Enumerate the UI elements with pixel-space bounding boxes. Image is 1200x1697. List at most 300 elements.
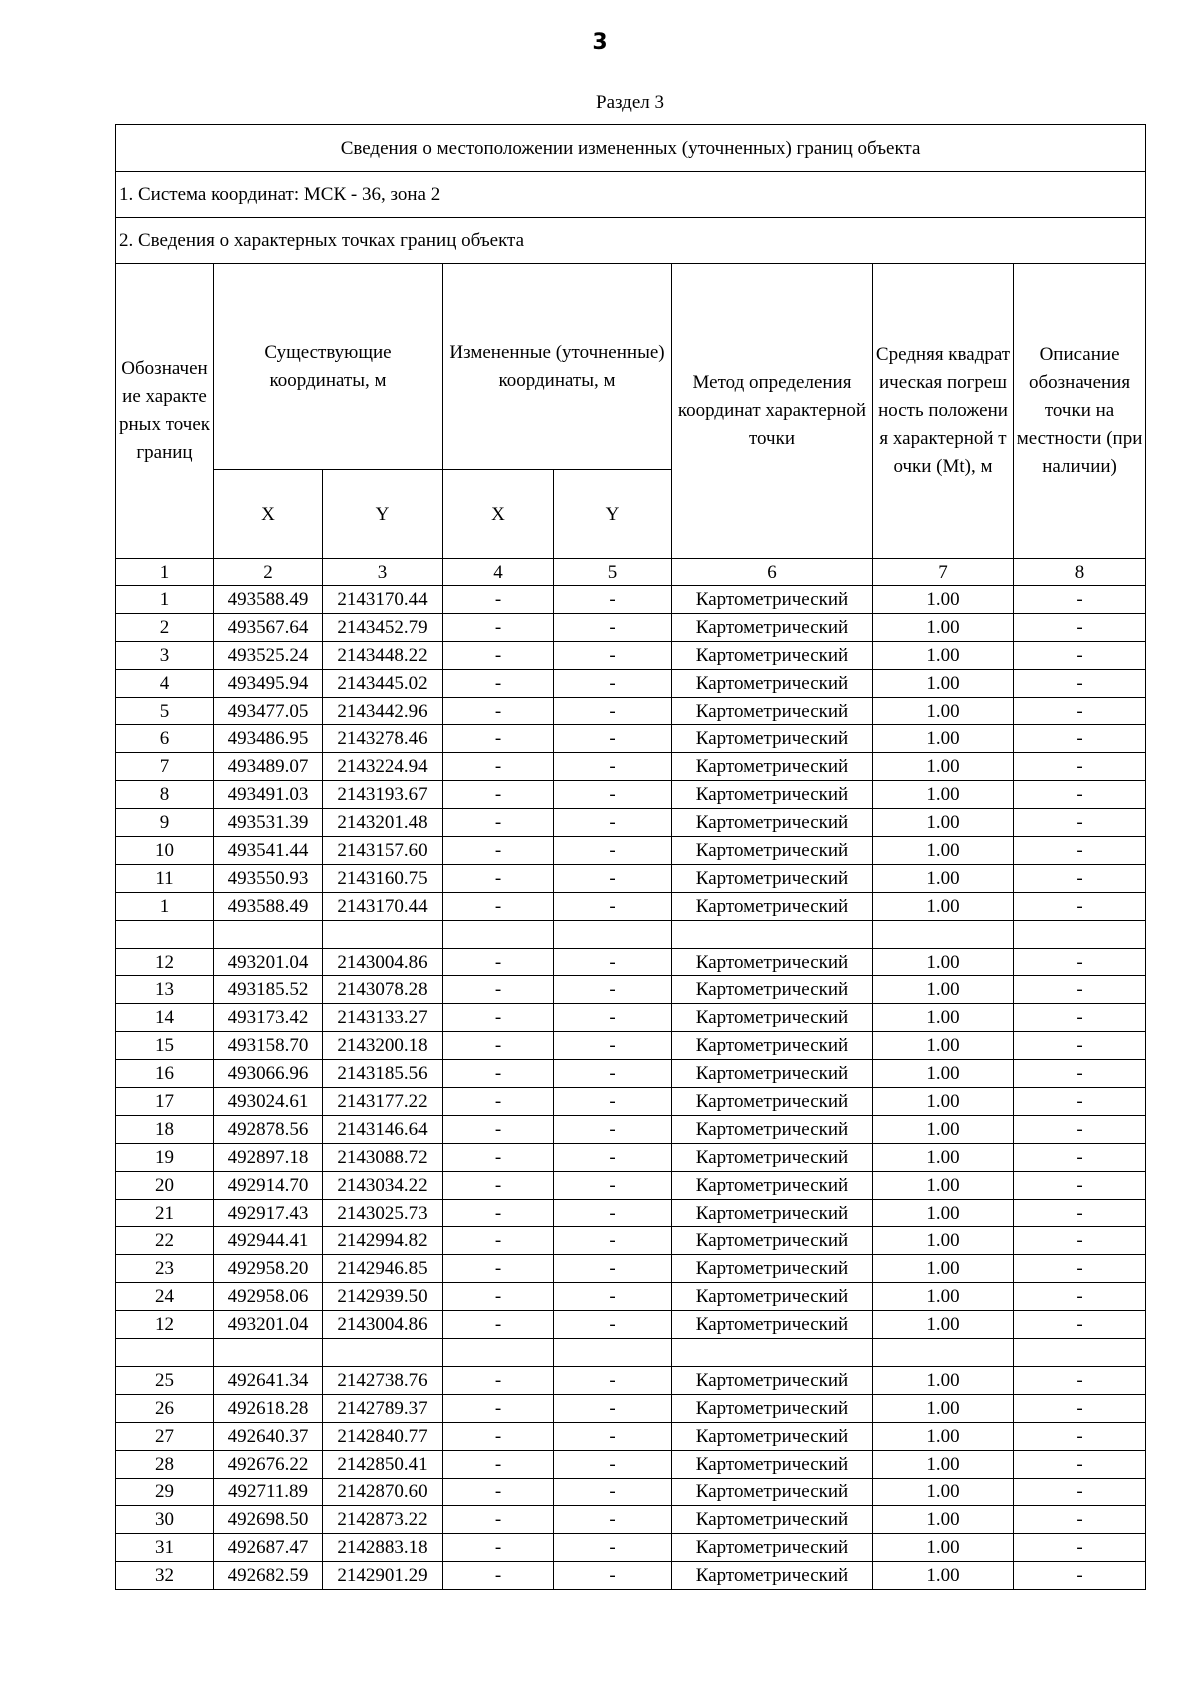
existing-x-cell: 493173.42 <box>214 1004 323 1032</box>
changed-x-cell: - <box>443 1171 554 1199</box>
table-row <box>116 1422 1146 1450</box>
rms-error-cell: 1.00 <box>873 613 1014 641</box>
table-row <box>116 892 1146 920</box>
rms-error-cell: 1.00 <box>873 1478 1014 1506</box>
point-number-cell: 10 <box>116 837 214 865</box>
changed-y-cell: - <box>554 1060 672 1088</box>
existing-x-cell: 492944.41 <box>214 1227 323 1255</box>
existing-x-cell: 492914.70 <box>214 1171 323 1199</box>
table-row <box>116 1255 1146 1283</box>
existing-y-cell <box>323 1339 443 1367</box>
rms-error-cell: 1.00 <box>873 1311 1014 1339</box>
point-number-cell: 26 <box>116 1394 214 1422</box>
existing-x-cell: 492711.89 <box>214 1478 323 1506</box>
existing-x-cell: 493525.24 <box>214 641 323 669</box>
point-number-cell: 24 <box>116 1283 214 1311</box>
existing-x-cell: 493489.07 <box>214 753 323 781</box>
table-row <box>116 837 1146 865</box>
point-number-cell: 5 <box>116 697 214 725</box>
table-row <box>116 1366 1146 1394</box>
existing-x-cell: 492878.56 <box>214 1115 323 1143</box>
existing-y-cell: 2143088.72 <box>323 1143 443 1171</box>
rms-error-cell: 1.00 <box>873 1143 1014 1171</box>
existing-x-cell: 492676.22 <box>214 1450 323 1478</box>
description-cell: - <box>1014 1255 1146 1283</box>
description-cell: - <box>1014 781 1146 809</box>
method-cell: Картометрический <box>672 864 873 892</box>
existing-x-cell: 493486.95 <box>214 725 323 753</box>
existing-y-cell: 2143445.02 <box>323 669 443 697</box>
existing-y-cell: 2143004.86 <box>323 948 443 976</box>
description-cell: - <box>1014 613 1146 641</box>
table-row <box>116 948 1146 976</box>
point-number-cell: 27 <box>116 1422 214 1450</box>
point-number-cell: 8 <box>116 781 214 809</box>
rms-error-cell: 1.00 <box>873 1004 1014 1032</box>
point-number-cell: 13 <box>116 976 214 1004</box>
changed-x-cell: - <box>443 1394 554 1422</box>
changed-y-cell: - <box>554 697 672 725</box>
table-row <box>116 1227 1146 1255</box>
existing-x-cell: 492618.28 <box>214 1394 323 1422</box>
description-cell: - <box>1014 1366 1146 1394</box>
changed-y-cell: - <box>554 669 672 697</box>
changed-x-cell: - <box>443 781 554 809</box>
existing-y-cell: 2143278.46 <box>323 725 443 753</box>
method-cell: Картометрический <box>672 976 873 1004</box>
changed-y-cell: - <box>554 1255 672 1283</box>
method-cell <box>672 920 873 948</box>
existing-x-cell: 493588.49 <box>214 586 323 614</box>
changed-x-cell: - <box>443 1562 554 1590</box>
table-row <box>116 920 1146 948</box>
rms-error-cell: 1.00 <box>873 586 1014 614</box>
header-existing-coords: Существующие координаты, м <box>214 264 443 470</box>
method-cell: Картометрический <box>672 1088 873 1116</box>
table-row <box>116 753 1146 781</box>
point-number-cell: 4 <box>116 669 214 697</box>
changed-y-cell: - <box>554 837 672 865</box>
rms-error-cell: 1.00 <box>873 892 1014 920</box>
rms-error-cell <box>873 1339 1014 1367</box>
description-cell: - <box>1014 1171 1146 1199</box>
method-cell: Картометрический <box>672 1422 873 1450</box>
table-row <box>116 613 1146 641</box>
existing-y-cell: 2142883.18 <box>323 1534 443 1562</box>
existing-y-cell: 2142994.82 <box>323 1227 443 1255</box>
existing-y-cell: 2143185.56 <box>323 1060 443 1088</box>
existing-x-cell: 492687.47 <box>214 1534 323 1562</box>
changed-x-cell: - <box>443 1115 554 1143</box>
description-cell <box>1014 920 1146 948</box>
point-number-cell: 14 <box>116 1004 214 1032</box>
table-row <box>116 864 1146 892</box>
table-row <box>116 1199 1146 1227</box>
table-row <box>116 1283 1146 1311</box>
method-cell: Картометрический <box>672 1032 873 1060</box>
existing-x-cell: 493158.70 <box>214 1032 323 1060</box>
changed-y-cell: - <box>554 1311 672 1339</box>
description-cell: - <box>1014 1004 1146 1032</box>
table-row <box>116 1032 1146 1060</box>
description-cell: - <box>1014 1478 1146 1506</box>
changed-x-cell: - <box>443 613 554 641</box>
table-row <box>116 586 1146 614</box>
changed-x-cell: - <box>443 669 554 697</box>
existing-y-cell: 2143160.75 <box>323 864 443 892</box>
method-cell: Картометрический <box>672 697 873 725</box>
changed-x-cell: - <box>443 1422 554 1450</box>
method-cell: Картометрический <box>672 1060 873 1088</box>
changed-y-cell: - <box>554 1283 672 1311</box>
existing-y-cell: 2142873.22 <box>323 1506 443 1534</box>
description-cell: - <box>1014 1088 1146 1116</box>
description-cell: - <box>1014 809 1146 837</box>
existing-x-cell: 493495.94 <box>214 669 323 697</box>
description-cell: - <box>1014 976 1146 1004</box>
rms-error-cell: 1.00 <box>873 1088 1014 1116</box>
existing-y-cell: 2143452.79 <box>323 613 443 641</box>
existing-y-cell: 2142870.60 <box>323 1478 443 1506</box>
point-number-cell: 31 <box>116 1534 214 1562</box>
rms-error-cell: 1.00 <box>873 1534 1014 1562</box>
table-row <box>116 1115 1146 1143</box>
existing-y-cell: 2142789.37 <box>323 1394 443 1422</box>
changed-y-cell: - <box>554 1032 672 1060</box>
boundary-points-table <box>115 124 1146 1590</box>
column-number: 3 <box>323 559 443 586</box>
rms-error-cell: 1.00 <box>873 753 1014 781</box>
page-number: 3 <box>592 30 608 55</box>
existing-x-cell: 493185.52 <box>214 976 323 1004</box>
header-existing-x: X <box>214 470 323 559</box>
table-row <box>116 1450 1146 1478</box>
method-cell: Картометрический <box>672 1199 873 1227</box>
existing-y-cell: 2143201.48 <box>323 809 443 837</box>
changed-x-cell: - <box>443 1255 554 1283</box>
method-cell: Картометрический <box>672 1171 873 1199</box>
description-cell: - <box>1014 725 1146 753</box>
table-row <box>116 1506 1146 1534</box>
point-number-cell: 1 <box>116 892 214 920</box>
description-cell: - <box>1014 1422 1146 1450</box>
table-row <box>116 641 1146 669</box>
rms-error-cell: 1.00 <box>873 1394 1014 1422</box>
description-cell: - <box>1014 1534 1146 1562</box>
coordinate-system: 1. Система координат: МСК - 36, зона 2 <box>116 172 1146 218</box>
changed-y-cell: - <box>554 948 672 976</box>
changed-x-cell: - <box>443 837 554 865</box>
point-number-cell: 20 <box>116 1171 214 1199</box>
existing-y-cell: 2143146.64 <box>323 1115 443 1143</box>
changed-y-cell: - <box>554 1450 672 1478</box>
method-cell: Картометрический <box>672 1143 873 1171</box>
existing-x-cell: 492682.59 <box>214 1562 323 1590</box>
description-cell: - <box>1014 892 1146 920</box>
changed-x-cell: - <box>443 1088 554 1116</box>
description-cell: - <box>1014 1199 1146 1227</box>
table-body <box>116 586 1146 1590</box>
changed-x-cell: - <box>443 892 554 920</box>
table-row <box>116 1534 1146 1562</box>
changed-x-cell: - <box>443 753 554 781</box>
changed-y-cell <box>554 920 672 948</box>
point-number-cell: 15 <box>116 1032 214 1060</box>
description-cell: - <box>1014 1506 1146 1534</box>
changed-y-cell: - <box>554 1088 672 1116</box>
header-changed-coords: Измененные (уточненные) координаты, м <box>443 264 672 470</box>
changed-y-cell: - <box>554 1227 672 1255</box>
existing-y-cell: 2142850.41 <box>323 1450 443 1478</box>
method-cell: Картометрический <box>672 669 873 697</box>
existing-x-cell <box>214 920 323 948</box>
existing-y-cell: 2143224.94 <box>323 753 443 781</box>
header-existing-y: Y <box>323 470 443 559</box>
existing-y-cell: 2142840.77 <box>323 1422 443 1450</box>
point-number-cell: 7 <box>116 753 214 781</box>
point-number-cell: 2 <box>116 613 214 641</box>
description-cell: - <box>1014 1311 1146 1339</box>
section-label: Раздел 3 <box>596 92 664 113</box>
changed-y-cell: - <box>554 809 672 837</box>
point-number-cell <box>116 920 214 948</box>
changed-x-cell: - <box>443 641 554 669</box>
description-cell <box>1014 1339 1146 1367</box>
changed-x-cell: - <box>443 1311 554 1339</box>
column-number: 6 <box>672 559 873 586</box>
existing-x-cell <box>214 1339 323 1367</box>
point-number-cell: 9 <box>116 809 214 837</box>
rms-error-cell: 1.00 <box>873 781 1014 809</box>
column-number: 1 <box>116 559 214 586</box>
point-number-cell: 16 <box>116 1060 214 1088</box>
changed-x-cell: - <box>443 864 554 892</box>
method-cell: Картометрический <box>672 1534 873 1562</box>
existing-y-cell: 2142901.29 <box>323 1562 443 1590</box>
point-number-cell: 17 <box>116 1088 214 1116</box>
existing-y-cell: 2143442.96 <box>323 697 443 725</box>
changed-y-cell: - <box>554 1422 672 1450</box>
changed-y-cell: - <box>554 976 672 1004</box>
method-cell: Картометрический <box>672 1478 873 1506</box>
rms-error-cell: 1.00 <box>873 1255 1014 1283</box>
existing-y-cell: 2143133.27 <box>323 1004 443 1032</box>
table-row <box>116 1171 1146 1199</box>
existing-y-cell: 2143200.18 <box>323 1032 443 1060</box>
table-row <box>116 1060 1146 1088</box>
method-cell: Картометрический <box>672 1506 873 1534</box>
existing-y-cell: 2143177.22 <box>323 1088 443 1116</box>
existing-x-cell: 493550.93 <box>214 864 323 892</box>
point-number-cell: 23 <box>116 1255 214 1283</box>
changed-x-cell: - <box>443 1060 554 1088</box>
changed-y-cell: - <box>554 892 672 920</box>
method-cell: Картометрический <box>672 1283 873 1311</box>
changed-x-cell: - <box>443 1478 554 1506</box>
method-cell <box>672 1339 873 1367</box>
rms-error-cell: 1.00 <box>873 837 1014 865</box>
rms-error-cell: 1.00 <box>873 864 1014 892</box>
table-row <box>116 1088 1146 1116</box>
method-cell: Картометрический <box>672 1394 873 1422</box>
point-number-cell: 12 <box>116 948 214 976</box>
changed-y-cell: - <box>554 1534 672 1562</box>
changed-x-cell: - <box>443 1199 554 1227</box>
existing-x-cell: 493531.39 <box>214 809 323 837</box>
existing-x-cell: 492698.50 <box>214 1506 323 1534</box>
column-number: 5 <box>554 559 672 586</box>
existing-y-cell: 2142939.50 <box>323 1283 443 1311</box>
rms-error-cell: 1.00 <box>873 1506 1014 1534</box>
existing-x-cell: 492917.43 <box>214 1199 323 1227</box>
existing-y-cell: 2143078.28 <box>323 976 443 1004</box>
existing-x-cell: 493477.05 <box>214 697 323 725</box>
point-number-cell: 29 <box>116 1478 214 1506</box>
existing-x-cell: 493567.64 <box>214 613 323 641</box>
existing-y-cell: 2143004.86 <box>323 1311 443 1339</box>
method-cell: Картометрический <box>672 1227 873 1255</box>
rms-error-cell <box>873 920 1014 948</box>
changed-x-cell: - <box>443 725 554 753</box>
changed-y-cell: - <box>554 1171 672 1199</box>
rms-error-cell: 1.00 <box>873 1422 1014 1450</box>
existing-x-cell: 493066.96 <box>214 1060 323 1088</box>
existing-x-cell: 493201.04 <box>214 948 323 976</box>
point-number-cell: 28 <box>116 1450 214 1478</box>
method-cell: Картометрический <box>672 809 873 837</box>
method-cell: Картометрический <box>672 892 873 920</box>
point-number-cell: 30 <box>116 1506 214 1534</box>
point-number-cell: 25 <box>116 1366 214 1394</box>
rms-error-cell: 1.00 <box>873 1032 1014 1060</box>
column-number: 7 <box>873 559 1014 586</box>
existing-y-cell: 2143034.22 <box>323 1171 443 1199</box>
rms-error-cell: 1.00 <box>873 948 1014 976</box>
method-cell: Картометрический <box>672 837 873 865</box>
existing-y-cell: 2143170.44 <box>323 892 443 920</box>
description-cell: - <box>1014 1032 1146 1060</box>
changed-y-cell: - <box>554 1366 672 1394</box>
rms-error-cell: 1.00 <box>873 1227 1014 1255</box>
method-cell: Картометрический <box>672 641 873 669</box>
existing-x-cell: 493024.61 <box>214 1088 323 1116</box>
changed-x-cell: - <box>443 1506 554 1534</box>
description-cell: - <box>1014 641 1146 669</box>
description-cell: - <box>1014 753 1146 781</box>
description-cell: - <box>1014 586 1146 614</box>
method-cell: Картометрический <box>672 1115 873 1143</box>
method-cell: Картометрический <box>672 753 873 781</box>
table-row <box>116 781 1146 809</box>
changed-y-cell: - <box>554 753 672 781</box>
changed-y-cell: - <box>554 586 672 614</box>
point-number-cell: 32 <box>116 1562 214 1590</box>
existing-x-cell: 493201.04 <box>214 1311 323 1339</box>
method-cell: Картометрический <box>672 586 873 614</box>
description-cell: - <box>1014 948 1146 976</box>
description-cell: - <box>1014 1143 1146 1171</box>
method-cell: Картометрический <box>672 613 873 641</box>
method-cell: Картометрический <box>672 1255 873 1283</box>
changed-y-cell: - <box>554 1115 672 1143</box>
point-number-cell <box>116 1339 214 1367</box>
existing-y-cell: 2143170.44 <box>323 586 443 614</box>
description-cell: - <box>1014 697 1146 725</box>
changed-x-cell: - <box>443 976 554 1004</box>
changed-x-cell <box>443 1339 554 1367</box>
existing-y-cell: 2143157.60 <box>323 837 443 865</box>
changed-y-cell: - <box>554 1506 672 1534</box>
description-cell: - <box>1014 1060 1146 1088</box>
changed-x-cell: - <box>443 809 554 837</box>
method-cell: Картометрический <box>672 781 873 809</box>
existing-y-cell: 2143025.73 <box>323 1199 443 1227</box>
description-cell: - <box>1014 864 1146 892</box>
changed-x-cell: - <box>443 586 554 614</box>
rms-error-cell: 1.00 <box>873 669 1014 697</box>
point-number-cell: 3 <box>116 641 214 669</box>
table-row <box>116 697 1146 725</box>
header-method: Метод определения координат характерной точки <box>672 264 873 559</box>
header-description: Описание обозначения точки на местности (при наличии) <box>1014 264 1146 559</box>
existing-x-cell: 492640.37 <box>214 1422 323 1450</box>
changed-y-cell: - <box>554 1199 672 1227</box>
existing-x-cell: 493491.03 <box>214 781 323 809</box>
point-number-cell: 19 <box>116 1143 214 1171</box>
method-cell: Картометрический <box>672 1004 873 1032</box>
rms-error-cell: 1.00 <box>873 1562 1014 1590</box>
changed-x-cell: - <box>443 1283 554 1311</box>
changed-x-cell: - <box>443 1004 554 1032</box>
rms-error-cell: 1.00 <box>873 641 1014 669</box>
table-row <box>116 1004 1146 1032</box>
description-cell: - <box>1014 1283 1146 1311</box>
changed-x-cell: - <box>443 1366 554 1394</box>
point-number-cell: 21 <box>116 1199 214 1227</box>
table-row <box>116 1562 1146 1590</box>
header-changed-x: X <box>443 470 554 559</box>
changed-x-cell: - <box>443 1227 554 1255</box>
method-cell: Картометрический <box>672 1311 873 1339</box>
rms-error-cell: 1.00 <box>873 976 1014 1004</box>
changed-x-cell: - <box>443 1450 554 1478</box>
rms-error-cell: 1.00 <box>873 1450 1014 1478</box>
column-number: 2 <box>214 559 323 586</box>
existing-x-cell: 492897.18 <box>214 1143 323 1171</box>
changed-y-cell: - <box>554 1004 672 1032</box>
changed-y-cell: - <box>554 864 672 892</box>
table-row <box>116 1478 1146 1506</box>
method-cell: Картометрический <box>672 1366 873 1394</box>
description-cell: - <box>1014 1450 1146 1478</box>
changed-x-cell <box>443 920 554 948</box>
column-number: 4 <box>443 559 554 586</box>
description-cell: - <box>1014 1562 1146 1590</box>
table-row <box>116 1311 1146 1339</box>
table-row <box>116 1143 1146 1171</box>
method-cell: Картометрический <box>672 725 873 753</box>
changed-y-cell: - <box>554 1143 672 1171</box>
description-cell: - <box>1014 1115 1146 1143</box>
description-cell: - <box>1014 1394 1146 1422</box>
existing-x-cell: 493541.44 <box>214 837 323 865</box>
rms-error-cell: 1.00 <box>873 725 1014 753</box>
table-title: Сведения о местоположении измененных (уточненных) границ объекта <box>116 125 1146 172</box>
table-row <box>116 725 1146 753</box>
description-cell: - <box>1014 1227 1146 1255</box>
point-number-cell: 6 <box>116 725 214 753</box>
changed-y-cell: - <box>554 1394 672 1422</box>
